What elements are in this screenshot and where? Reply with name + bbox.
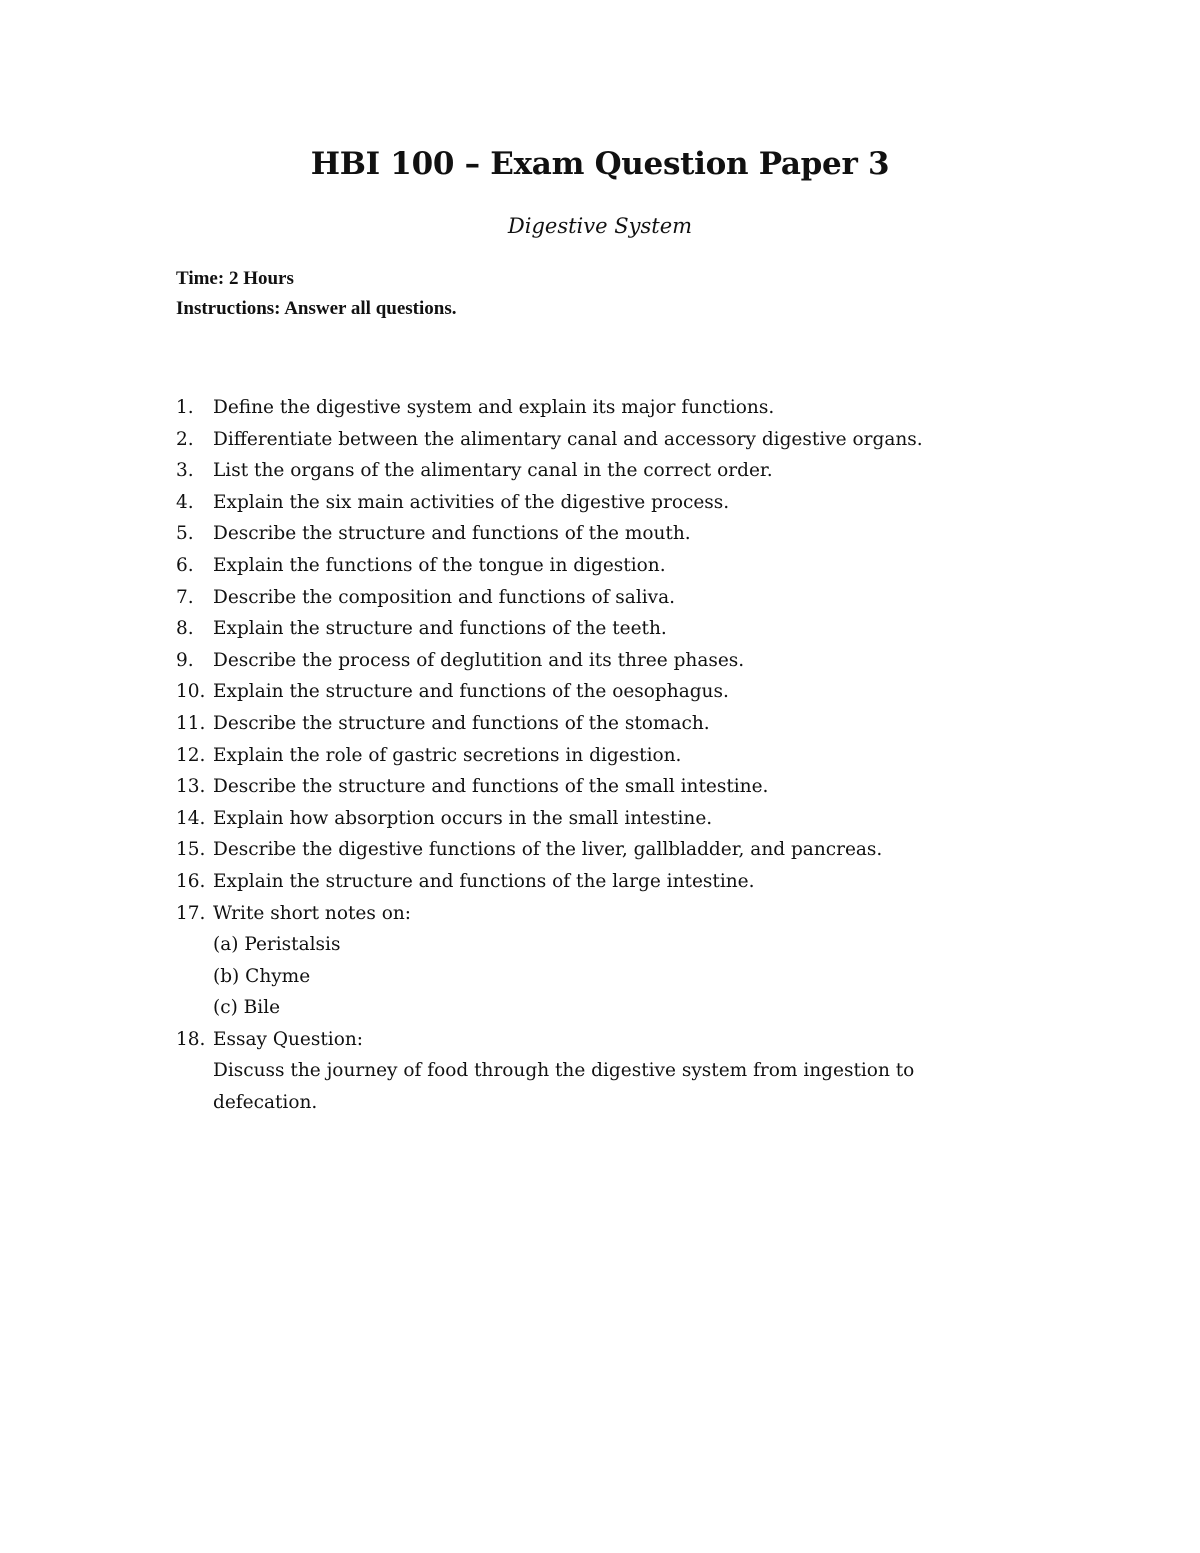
question-item [176, 518, 996, 550]
question-item [176, 424, 996, 456]
question-number: 11. [176, 712, 206, 734]
question-number: 2. [176, 428, 194, 450]
question-item [176, 455, 996, 487]
question-number: 18. [176, 1028, 206, 1050]
question-number: 15. [176, 839, 206, 861]
question-item [176, 613, 996, 645]
question-number: 12. [176, 744, 206, 766]
essay-prompt: Discuss the journey of food through the digestive system from ingestion to defecation. [213, 1060, 915, 1114]
question-text: Describe the structure and functions of the mouth. [213, 523, 691, 545]
question-text: Describe the digestive functions of the liver, gallbladder, and pancreas. [213, 839, 883, 861]
question-text: Describe the process of deglutition and its three phases. [213, 649, 745, 671]
question-text: Explain the structure and functions of the large intestine. [213, 870, 755, 892]
question-text: Explain the six main activities of the digestive process. [213, 491, 730, 513]
question-number: 17. [176, 902, 206, 924]
question-list [176, 392, 996, 1119]
question-item [176, 582, 996, 614]
sub-question: (c) Bile [213, 997, 281, 1019]
question-number: 4. [176, 491, 194, 513]
question-text: Describe the structure and functions of the stomach. [213, 712, 710, 734]
question-text: List the organs of the alimentary canal in the correct order. [213, 460, 773, 482]
question-number: 3. [176, 460, 194, 482]
question-item [176, 645, 996, 677]
question-item [176, 740, 996, 772]
question-item [176, 898, 996, 1024]
question-item [176, 866, 996, 898]
question-text: Describe the structure and functions of the small intestine. [213, 776, 769, 798]
question-number: 8. [176, 618, 194, 640]
page-subtitle: Digestive System [507, 214, 693, 238]
time-allowed: Time: 2 Hours [176, 268, 294, 289]
question-text: Define the digestive system and explain its major functions. [213, 397, 775, 418]
question-item [176, 708, 996, 740]
sub-question: (a) Peristalsis [213, 934, 341, 956]
question-number: 9. [176, 649, 194, 671]
question-number: 13. [176, 776, 206, 798]
sub-question: (b) Chyme [213, 965, 311, 987]
question-item [176, 1024, 996, 1119]
question-item [176, 487, 996, 519]
question-text: Describe the composition and functions of saliva. [213, 586, 676, 608]
question-number: 10. [176, 681, 206, 703]
instructions: Instructions: Answer all questions. [176, 298, 457, 319]
question-number: 14. [176, 807, 206, 829]
question-number: 6. [176, 554, 194, 576]
question-text: Essay Question: [213, 1028, 364, 1050]
question-text: Differentiate between the alimentary canal and accessory digestive organs. [213, 428, 923, 450]
question-number: 7. [176, 586, 194, 608]
question-item [176, 392, 996, 424]
question-text: Write short notes on: [213, 902, 412, 924]
question-item [176, 550, 996, 582]
question-number: 16. [176, 870, 206, 892]
question-text: Explain the functions of the tongue in digestion. [213, 554, 666, 576]
question-text: Explain how absorption occurs in the small intestine. [213, 807, 713, 829]
question-text: Explain the structure and functions of the teeth. [213, 618, 667, 640]
question-text: Explain the structure and functions of the oesophagus. [213, 681, 729, 703]
page-title: HBI 100 – Exam Question Paper 3 [310, 146, 890, 182]
question-item [176, 771, 996, 803]
question-item [176, 803, 996, 835]
question-item [176, 676, 996, 708]
question-number: 5. [176, 523, 194, 545]
question-item [176, 834, 996, 866]
question-number: 1. [176, 397, 194, 418]
question-text: Explain the role of gastric secretions in digestion. [213, 744, 682, 766]
